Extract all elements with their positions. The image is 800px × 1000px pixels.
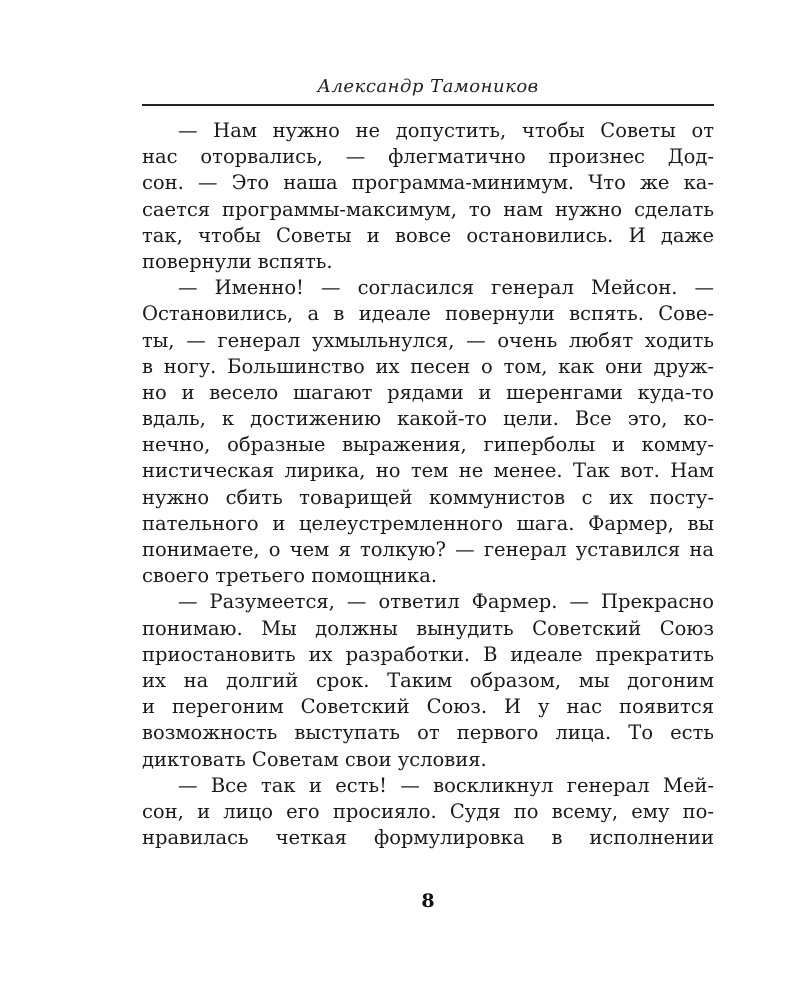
page-number: 8 [421, 890, 435, 912]
text-line: нечно, образные выражения, гиперболы и комму- [142, 433, 714, 457]
text-line: — Все так и есть! — воскликнул генерал Мей- [178, 773, 714, 797]
text-line: пательного и целеустремленного шага. Фармер, вы [142, 511, 714, 535]
text-line: сается программы-максимум, то нам нужно сделать [142, 197, 714, 221]
text-line: приостановить их разработки. В идеале прекратить [142, 642, 714, 666]
text-line: — Именно! — согласился генерал Мейсон. — [178, 276, 714, 300]
text-line: сон. — Это наша программа-минимум. Что же ка- [142, 171, 714, 195]
text-line: ты, — генерал ухмыльнулся, — очень любят ходить [142, 328, 714, 352]
text-line: — Нам нужно не допустить, чтобы Советы от [178, 119, 714, 142]
text-line: повернули вспять. [142, 249, 333, 273]
header-rule [142, 104, 714, 106]
running-head-author: Александр Тамоников [317, 76, 539, 97]
text-line: нравилась четкая формулировка в исполнении [142, 826, 714, 850]
text-line: вдаль, к достижению какой-то цели. Все это, ко- [142, 407, 714, 431]
text-line: нистическая лирика, но тем не менее. Так вот. Нам [142, 459, 714, 483]
text-line: понимаю. Мы должны вынудить Советский Союз [142, 616, 714, 640]
text-line: Остановились, а в идеале повернули вспять. Сове- [142, 302, 714, 326]
text-line: возможность выступать от первого лица. То есть [142, 721, 714, 745]
text-line: диктовать Советам свои условия. [142, 747, 487, 771]
text-line: понимаете, о чем я толкую? — генерал уставился на [142, 538, 714, 561]
text-line: их на долгий срок. Таким образом, мы догоним [142, 668, 714, 692]
text-line: нас оторвались, — флегматично произнес Дод- [142, 145, 714, 169]
text-line: в ногу. Большинство их песен о том, как они друж- [142, 354, 714, 378]
text-line: нужно сбить товарищей коммунистов с их посту- [142, 485, 714, 509]
body-text [142, 118, 714, 851]
text-line: сон, и лицо его просияло. Судя по всему, ему по- [142, 799, 714, 823]
text-line: но и весело шагают рядами и шеренгами куда-то [142, 380, 714, 404]
text-line: — Разумеется, — ответил Фармер. — Прекрасно [178, 590, 714, 614]
text-line: и перегоним Советский Союз. И у нас появится [142, 695, 714, 719]
text-line: так, чтобы Советы и вовсе остановились. И даже [142, 223, 714, 247]
text-line: своего третьего помощника. [142, 564, 438, 588]
